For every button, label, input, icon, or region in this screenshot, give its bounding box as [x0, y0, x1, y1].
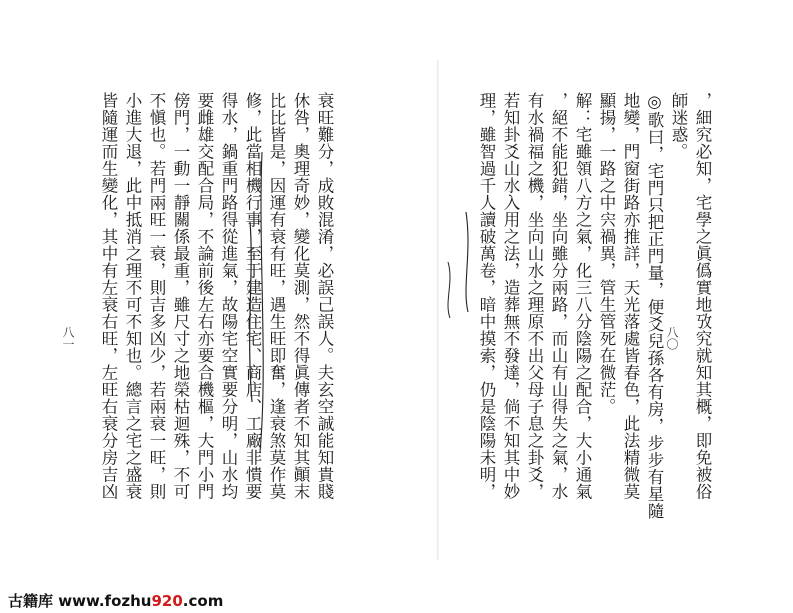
- right-page-column: ，細究必知，宅學之眞僞實地攷究就知其概，即免被俗: [693, 92, 712, 500]
- right-page-column: ◎歌曰，宅門只把正門量，便爻兒孫各有房，步步有星隨: [645, 92, 664, 520]
- left-page-column: 要雌雄交配合局，不論前後左右亦要合機樞，大門小門: [195, 92, 214, 500]
- right-page-column: 有水禍福之機，坐向山水之理原不出父母子息之卦爻，: [525, 92, 544, 500]
- right-page-column: 理，雖智過千人讀破萬卷，暗中摸索，仍是陰陽未明，: [477, 92, 496, 500]
- left-page-column: 休咎，奧理奇妙，變化莫測，然不得眞傳者不知其顚末: [291, 92, 310, 500]
- url-number: 920: [151, 592, 183, 610]
- right-page-column: 顯揚，一路之中宍禍異，管生管死在微茫。: [597, 92, 616, 415]
- left-page-column: 不愼也。若門兩旺一衰，則吉多凶少，若兩衰一旺，則: [147, 92, 166, 500]
- url-suffix: .com: [182, 592, 224, 610]
- right-page-column: 地變，門窗街路亦推詳，天光落處皆春色，此法精微莫: [621, 92, 640, 500]
- left-page-column: 得水，鍋重門路得從進氣，故陽宅空實要分明，山水均: [219, 92, 238, 500]
- right-page-column: 師迷惑。: [669, 92, 688, 160]
- left-page-column: 傍門，一動一靜關係最重，雖尺寸之地榮枯迴殊，不可: [171, 92, 190, 500]
- left-page-column: 衰旺難分，成敗混淆，必誤己誤人。夫玄空誠能知貴賤: [315, 92, 334, 500]
- right-page-column: 若知卦爻山水入用之法，造葬無不發達，倘不知其中妙: [501, 92, 520, 500]
- left-page-column: 修，此當相機行事，至于建造住宅、商店、工廠非憒要: [243, 92, 262, 500]
- site-name: 古籍库: [8, 592, 54, 610]
- left-page-column: 比比皆是，因運有衰有旺，遇生旺即奮，逢衰煞莫作莫: [267, 92, 286, 500]
- site-url[interactable]: [58, 592, 223, 610]
- right-page-number: 八〇: [665, 326, 679, 350]
- page-gutter: [437, 60, 439, 560]
- left-page-column: 小進大退，此中抵消之理不可不知也。總言之宅之盛衰: [123, 92, 142, 500]
- url-prefix: www.fozhu: [58, 592, 152, 610]
- site-watermark: [8, 590, 223, 611]
- left-page-number: 八一: [61, 326, 75, 350]
- right-page-column: ，絕不能犯錯，坐向雖分兩路，而山有山得失之氣，水: [549, 92, 568, 500]
- right-page-column: 解：宅雖領八方之氣，化三八分陰陽之配合，大小通氣: [573, 92, 592, 500]
- left-page-column: 皆隨運而生變化，其中有左衰右旺，左旺右衰分房吉凶: [99, 92, 118, 500]
